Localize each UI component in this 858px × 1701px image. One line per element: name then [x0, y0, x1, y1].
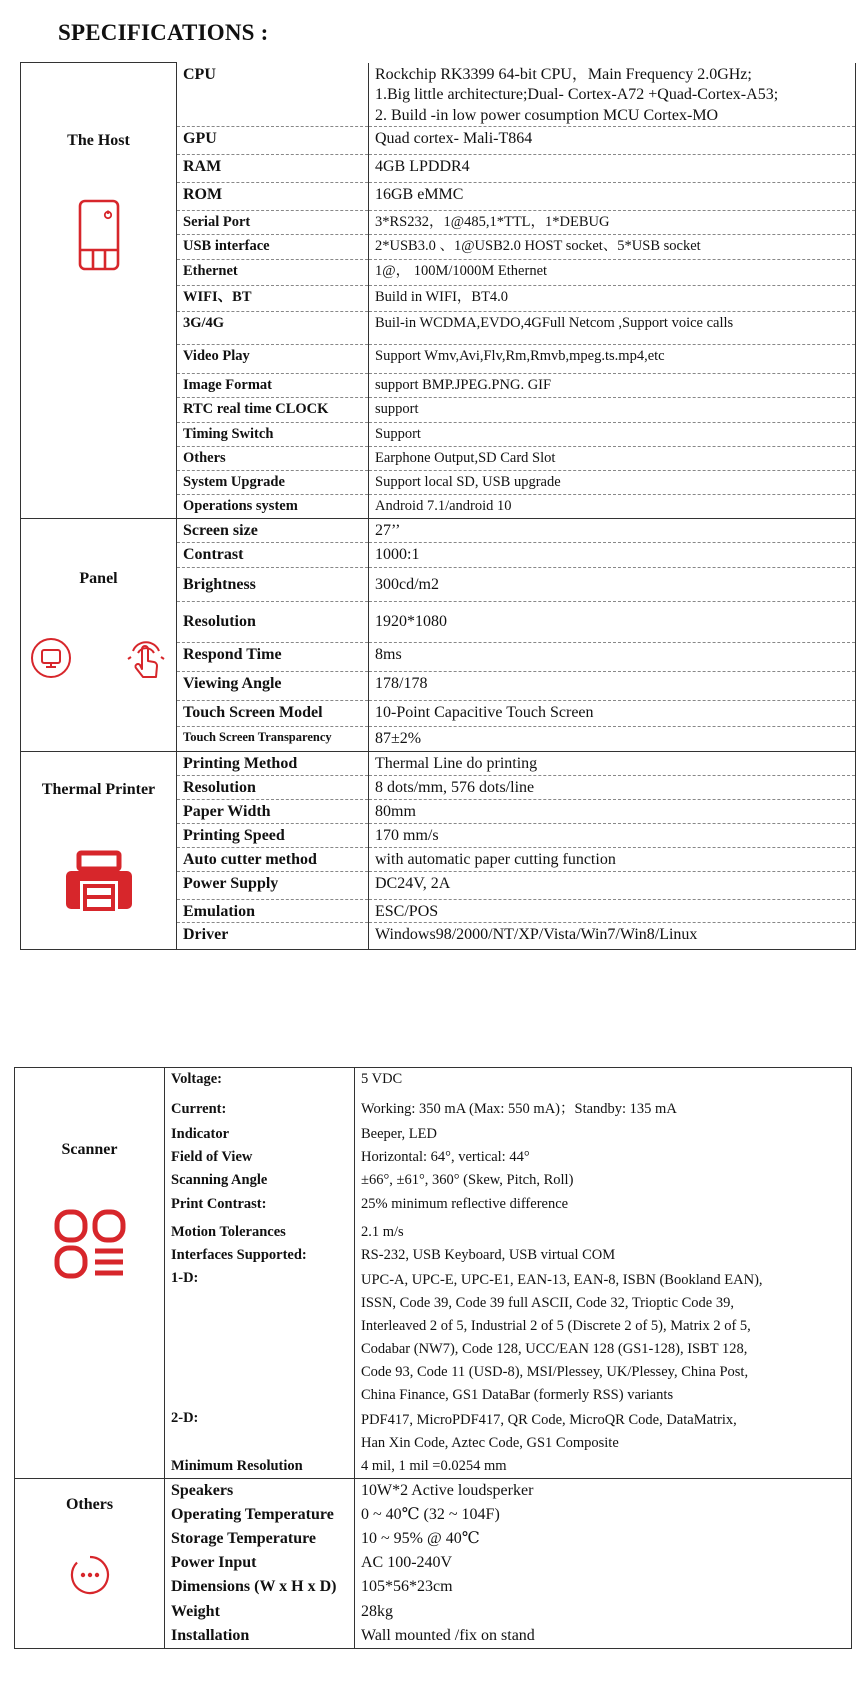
spec-value-line: 87±2%: [375, 729, 422, 747]
spec-value-line: 4GB LPDDR4: [375, 158, 470, 175]
spec-label: Voltage:: [165, 1068, 355, 1098]
spec-value-line: 16GB eMMC: [375, 186, 464, 203]
spec-value-line: 10-Point Capacitive Touch Screen: [375, 703, 594, 721]
spec-value: [369, 495, 856, 519]
spec-value-line: Support Wmv,Avi,Flv,Rm,Rmvb,mpeg.ts.mp4,etc: [375, 348, 665, 364]
more-dots-icon: [70, 1555, 110, 1602]
spec-label: Power Input: [165, 1551, 355, 1575]
spec-value: [369, 923, 856, 950]
spec-value: [369, 871, 856, 899]
spec-value-line: 10 ~ 95% @ 40℃: [361, 1529, 480, 1547]
computer-tower-icon: [77, 198, 121, 279]
spec-row: [15, 1068, 852, 1098]
spec-value-line: ±66°, ±61°, 360° (Skew, Pitch, Roll): [361, 1171, 574, 1188]
spec-label: Auto cutter method: [177, 847, 369, 871]
spec-label: Printing Method: [177, 752, 369, 776]
spec-value: [369, 775, 856, 799]
spec-value: [355, 1068, 852, 1098]
spec-value-line: Han Xin Code, Aztec Code, GS1 Composite: [361, 1434, 619, 1451]
spec-value-line: 27’’: [375, 522, 401, 539]
spec-label: Touch Screen Model: [177, 700, 369, 726]
spec-value-line: UPC-A, UPC-E, UPC-E1, EAN-13, EAN-8, ISBN (Bookland EAN),: [361, 1271, 763, 1288]
specifications-table-secondary: [14, 1067, 852, 1649]
spec-value: [369, 519, 856, 543]
spec-value-line: 8ms: [375, 645, 402, 663]
spec-value-line: PDF417, MicroPDF417, QR Code, MicroQR Code, DataMatrix,: [361, 1411, 737, 1428]
category-title: Others: [65, 1496, 114, 1513]
spec-value-line: Quad cortex- Mali-T864: [375, 130, 533, 147]
spec-value: [369, 345, 856, 374]
spec-value: [369, 899, 856, 923]
spec-value: [369, 543, 856, 568]
spec-label: Operations system: [177, 495, 369, 519]
spec-row: [21, 63, 856, 127]
spec-value-line: Build in WIFI，BT4.0: [375, 289, 509, 305]
spec-value: [355, 1624, 852, 1648]
spec-label: Respond Time: [177, 642, 369, 671]
spec-value: [355, 1098, 852, 1123]
spec-label: Touch Screen Transparency: [177, 726, 369, 751]
spec-label: WIFI、BT: [177, 286, 369, 312]
spec-label: Installation: [165, 1624, 355, 1648]
category-title: Panel: [79, 570, 118, 587]
spec-value-line: 3*RS232，1@485,1*TTL，1*DEBUG: [375, 214, 610, 230]
spec-value: [369, 752, 856, 776]
spec-label: GPU: [177, 127, 369, 155]
spec-value-line: 4 mil, 1 mil =0.0254 mm: [361, 1457, 507, 1474]
spec-value-line: support: [375, 401, 419, 417]
spec-value-line: ESC/POS: [375, 902, 439, 920]
spec-value: [369, 823, 856, 847]
spec-value-line: Support: [375, 426, 421, 442]
spec-value: [369, 642, 856, 671]
spec-value: [369, 286, 856, 312]
spec-label: Emulation: [177, 899, 369, 923]
spec-value: [369, 211, 856, 235]
spec-value: [355, 1193, 852, 1221]
spec-label: RTC real time CLOCK: [177, 398, 369, 423]
category-cell: [21, 63, 177, 519]
spec-label: Motion Tolerances: [165, 1221, 355, 1244]
spec-label: Serial Port: [177, 211, 369, 235]
category-title: The Host: [67, 132, 130, 149]
scanner-grid-icon: [53, 1208, 127, 1287]
spec-label: RAM: [177, 155, 369, 183]
spec-value: [355, 1575, 852, 1600]
spec-label: Power Supply: [177, 871, 369, 899]
spec-value: [369, 447, 856, 471]
spec-value: [369, 312, 856, 345]
spec-value-line: Rockchip RK3399 64-bit CPU，Main Frequency 2.0GHz;: [375, 65, 752, 83]
spec-value: [355, 1267, 852, 1407]
category-cell: [15, 1068, 165, 1479]
spec-value: [355, 1123, 852, 1146]
spec-value-line: 2. Build -in low power cosumption MCU Cortex-MO: [375, 106, 719, 124]
spec-value-line: AC 100-240V: [361, 1553, 453, 1571]
spec-value-line: 2.1 m/s: [361, 1223, 404, 1240]
spec-label: Speakers: [165, 1479, 355, 1503]
category-title: Scanner: [61, 1141, 118, 1158]
spec-value-line: Interleaved 2 of 5, Industrial 2 of 5 (Discrete 2 of 5), Matrix 2 of 5,: [361, 1317, 751, 1334]
spec-value: [369, 63, 856, 127]
spec-value-line: 1000:1: [375, 546, 420, 564]
spec-value-line: Buil-in WCDMA,EVDO,4GFull Netcom ,Support voice calls: [375, 315, 734, 331]
spec-value: [369, 471, 856, 495]
spec-value-line: 25% minimum reflective difference: [361, 1195, 569, 1212]
spec-label: Interfaces Supported:: [165, 1244, 355, 1267]
spec-value-line: Beeper, LED: [361, 1125, 437, 1142]
spec-label: Others: [177, 447, 369, 471]
spec-value-line: 105*56*23cm: [361, 1578, 453, 1596]
spec-value: [369, 568, 856, 602]
spec-value-line: Wall mounted /fix on stand: [361, 1627, 535, 1645]
spec-label: 1-D:: [165, 1267, 355, 1407]
spec-value: [355, 1551, 852, 1575]
spec-value-line: 1.Big little architecture;Dual- Cortex-A72 +Quad-Cortex-A53;: [375, 86, 779, 103]
spec-value: [369, 155, 856, 183]
spec-value: [369, 726, 856, 751]
spec-row: [15, 1479, 852, 1503]
spec-value-line: 0 ~ 40℃ (32 ~ 104F): [361, 1505, 500, 1523]
spec-value-line: 300cd/m2: [375, 576, 439, 594]
spec-value-line: Earphone Output,SD Card Slot: [375, 450, 556, 466]
spec-value-line: Android 7.1/android 10: [375, 498, 512, 514]
spec-label: System Upgrade: [177, 471, 369, 495]
spec-value: [369, 700, 856, 726]
spec-value-line: Thermal Line do printing: [375, 755, 538, 772]
spec-value-line: 10W*2 Active loudsperker: [361, 1482, 534, 1499]
spec-value: [369, 671, 856, 700]
touch-hand-icon: [125, 637, 167, 690]
spec-value: [355, 1169, 852, 1193]
spec-value-line: China Finance, GS1 DataBar (formerly RSS) variants: [361, 1386, 674, 1403]
spec-value-line: DC24V, 2A: [375, 874, 451, 892]
spec-value-line: Working: 350 mA (Max: 550 mA)；Standby: 135 mA: [361, 1100, 677, 1117]
spec-value: [355, 1479, 852, 1503]
spec-value: [355, 1146, 852, 1169]
page-title: SPECIFICATIONS :: [58, 20, 269, 45]
spec-label: Resolution: [177, 602, 369, 642]
spec-label: Current:: [165, 1098, 355, 1123]
spec-label: Resolution: [177, 775, 369, 799]
spec-label: Dimensions (W x H x D): [165, 1575, 355, 1600]
spec-value-line: 1@， 100M/1000M Ethernet: [375, 263, 548, 279]
spec-label: Timing Switch: [177, 423, 369, 447]
spec-label: Contrast: [177, 543, 369, 568]
spec-label: Printing Speed: [177, 823, 369, 847]
spec-value-line: 80mm: [375, 802, 416, 820]
spec-label: Minimum Resolution: [165, 1455, 355, 1479]
spec-label: Field of View: [165, 1146, 355, 1169]
spec-value-line: Windows98/2000/NT/XP/Vista/Win7/Win8/Linux: [375, 926, 698, 944]
spec-value-line: 28kg: [361, 1603, 393, 1621]
spec-label: ROM: [177, 183, 369, 211]
spec-value: [355, 1503, 852, 1527]
spec-value: [355, 1527, 852, 1551]
spec-label: Ethernet: [177, 260, 369, 286]
spec-value: [369, 398, 856, 423]
spec-value: [369, 423, 856, 447]
spec-value: [369, 602, 856, 642]
spec-label: Image Format: [177, 374, 369, 398]
spec-value: [369, 183, 856, 211]
monitor-icon: [30, 637, 72, 690]
spec-value-line: 1920*1080: [375, 613, 447, 631]
spec-value: [355, 1455, 852, 1479]
category-cell: [21, 752, 177, 950]
spec-value: [369, 799, 856, 823]
spec-value: [369, 235, 856, 260]
printer-icon: [63, 850, 135, 919]
spec-label: Indicator: [165, 1123, 355, 1146]
spec-label: 2-D:: [165, 1407, 355, 1455]
spec-label: Brightness: [177, 568, 369, 602]
spec-value-line: 5 VDC: [361, 1071, 403, 1087]
spec-value-line: 170 mm/s: [375, 826, 439, 844]
spec-value: [369, 847, 856, 871]
spec-label: Viewing Angle: [177, 671, 369, 700]
spec-value: [355, 1221, 852, 1244]
category-cell: [21, 519, 177, 752]
spec-value-line: 8 dots/mm, 576 dots/line: [375, 778, 535, 796]
spec-value: [369, 374, 856, 398]
spec-label: CPU: [177, 63, 369, 127]
spec-label: Print Contrast:: [165, 1193, 355, 1221]
spec-value: [355, 1244, 852, 1267]
spec-label: Scanning Angle: [165, 1169, 355, 1193]
spec-value-line: Codabar (NW7), Code 128, UCC/EAN 128 (GS1-128), ISBT 128,: [361, 1340, 748, 1357]
spec-label: Driver: [177, 923, 369, 950]
spec-value-line: Support local SD, USB upgrade: [375, 474, 561, 490]
category-cell: [15, 1479, 165, 1649]
spec-label: Screen size: [177, 519, 369, 543]
spec-label: Paper Width: [177, 799, 369, 823]
spec-label: Operating Temperature: [165, 1503, 355, 1527]
spec-value: [369, 127, 856, 155]
spec-label: 3G/4G: [177, 312, 369, 345]
specifications-table-main: [20, 62, 856, 950]
spec-value-line: support BMP.JPEG.PNG. GIF: [375, 377, 552, 393]
spec-value-line: ISSN, Code 39, Code 39 full ASCII, Code 32, Trioptic Code 39,: [361, 1294, 734, 1311]
spec-label: USB interface: [177, 235, 369, 260]
spec-value: [355, 1600, 852, 1624]
spec-value-line: 2*USB3.0 、1@USB2.0 HOST socket、5*USB socket: [375, 238, 701, 254]
spec-label: Video Play: [177, 345, 369, 374]
category-title: Thermal Printer: [41, 781, 156, 798]
spec-label: Weight: [165, 1600, 355, 1624]
spec-value-line: Horizontal: 64°, vertical: 44°: [361, 1148, 530, 1165]
spec-value: [355, 1407, 852, 1455]
spec-value-line: RS-232, USB Keyboard, USB virtual COM: [361, 1246, 616, 1263]
spec-row: [21, 519, 856, 543]
spec-label: Storage Temperature: [165, 1527, 355, 1551]
spec-value-line: 178/178: [375, 674, 428, 692]
spec-value-line: Code 93, Code 11 (USD-8), MSI/Plessey, UK/Plessey, China Post,: [361, 1363, 749, 1380]
spec-row: [21, 752, 856, 776]
spec-value-line: with automatic paper cutting function: [375, 850, 616, 868]
spec-value: [369, 260, 856, 286]
